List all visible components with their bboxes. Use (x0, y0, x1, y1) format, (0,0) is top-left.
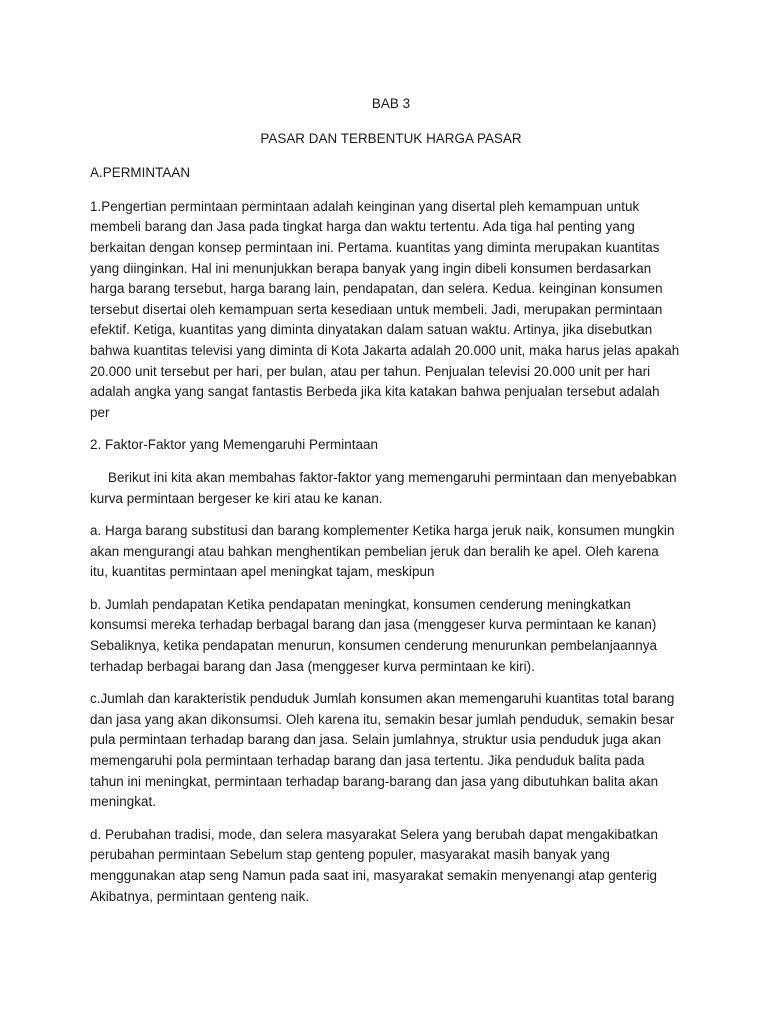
paragraph-point-c: c.Jumlah dan karakteristik penduduk Jumlah konsumen akan memengaruhi kuantitas total barang dan jasa yang akan dikonsumsi. Oleh karena itu, semakin besar jumlah penduduk, semakin besar pula permintaan terhadap barang dan jasa. Selain jumlahnya, struktur usia penduduk juga akan memengaruhi pola permintaan terhadap barang dan jasa tertentu. Jika penduduk balita pada tahun ini meningkat, permintaan terhadap barang-barang dan jasa yang dibutuhkan balita akan meningkat. (90, 691, 675, 810)
paragraph-point-a: a. Harga barang substitusi dan barang komplementer Ketika harga jeruk naik, konsumen mungkin akan mengurangi atau bahkan menghentikan pembelian jeruk dan beralih ke apel. Oleh karena itu, kuantitas permintaan apel meningkat tajam, meskipun (90, 523, 675, 580)
paragraph-point-d: d. Perubahan tradisi, mode, dan selera masyarakat Selera yang berubah dapat mengakibatkan perubahan permintaan Sebelum stap genteng populer, masyarakat masih banyak yang menggunakan atap seng Namun pada saat ini, masyarakat semakin menyenangi atap genterig Akibatnya, permintaan genteng naik. (90, 826, 658, 904)
chapter-title: PASAR DAN TERBENTUK HARGA PASAR (260, 130, 522, 146)
document-body (90, 94, 680, 919)
paragraph-point-b: b. Jumlah pendapatan Ketika pendapatan meningkat, konsumen cenderung meningkatkan konsumsi mereka terhadap berbagal barang dan jasa (menggeser kurva permintaan ke kanan) Sebaliknya, ketika pendapatan menurun, konsumen cenderung menurunkan pembelanjaannya terhadap berbagai barang dan Jasa (menggeser kurva permintaan ke kiri). (90, 596, 657, 674)
subheading-factors: 2. Faktor-Faktor yang Memengaruhi Permintaan (90, 437, 378, 453)
paragraph-definition: 1.Pengertian permintaan permintaan adalah keinginan yang disertal pleh kemampuan untuk membeli barang dan Jasa pada tingkat harga dan waktu tertentu. Ada tiga hal penting yang berkaitan dengan konsep permintaan ini. Pertama. kuantitas yang diminta merupakan kuantitas yang diinginkan. Hal ini menunjukkan berapa banyak yang ingin dibeli konsumen berdasarkan harga barang tersebut, harga barang lain, pendapatan, dan selera. Kedua. keinginan konsumen tersebut disertai oleh kemampuan serta kesediaan untuk membeli. Jadi, merupakan permintaan efektif. Ketiga, kuantitas yang diminta dinyatakan dalam satuan waktu. Artinya, jika disebutkan bahwa kuantitas televisi yang diminta di Kota Jakarta adalah 20.000 unit, maka harus jelas apakah 20.000 unit tersebut per hari, per bulan, atau per tahun. Penjualan televisi 20.000 unit per hari adalah angka yang sangat fantastis Berbeda jika kita katakan bahwa penjualan tersebut adalah per (90, 198, 680, 420)
chapter-label: BAB 3 (371, 96, 411, 111)
section-heading: A.PERMINTAAN (90, 165, 191, 181)
paragraph-factors-intro: Berikut ini kita akan membahas faktor-faktor yang memengaruhi permintaan dan menyebabkan kurva permintaan bergeser ke kiri atau ke kanan. (90, 469, 677, 506)
